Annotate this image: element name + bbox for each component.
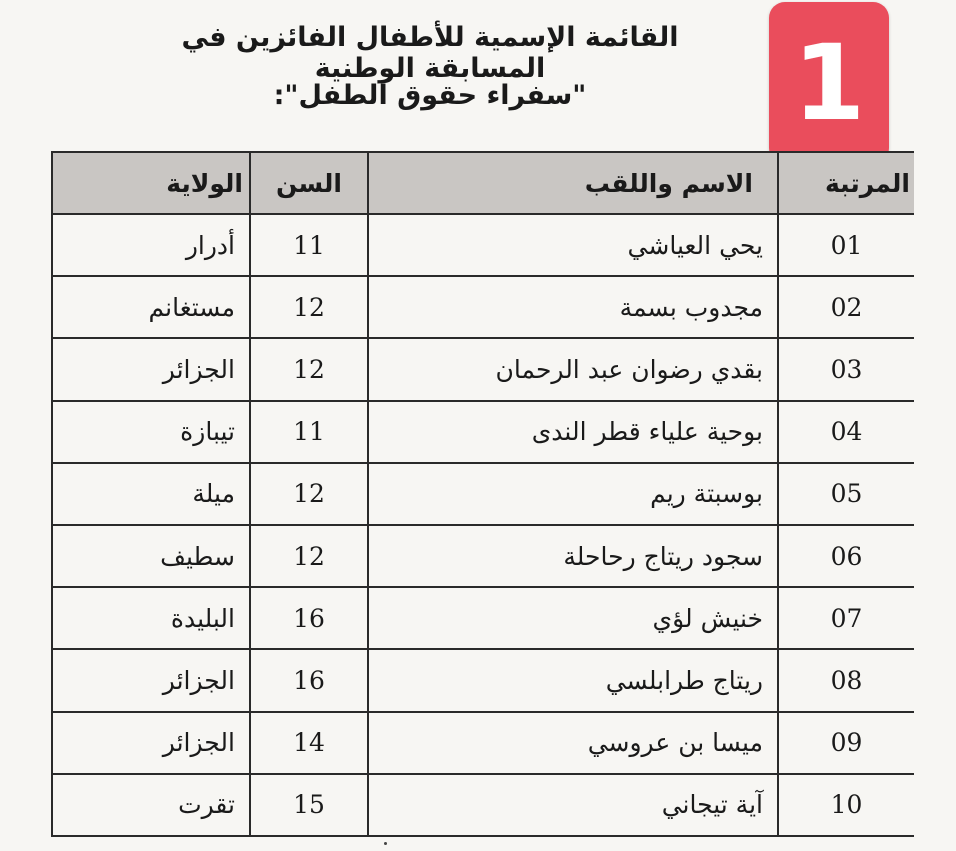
table-header-row: [52, 152, 914, 214]
state-cell: سطيف: [52, 525, 250, 587]
table-row: [52, 463, 914, 525]
rank-cell: 10: [778, 774, 914, 836]
age-cell: 12: [250, 525, 368, 587]
age-cell: 15: [250, 774, 368, 836]
age-cell: 12: [250, 276, 368, 338]
age-cell: 14: [250, 712, 368, 774]
name-cell: سجود ريتاج رحاحلة: [368, 525, 778, 587]
name-cell: ميسا بن عروسي: [368, 712, 778, 774]
name-cell: مجدوب بسمة: [368, 276, 778, 338]
winners-table: [51, 151, 914, 837]
document-title: القائمة الإسمية للأطفال الفائزين في المسابقة الوطنية: [181, 22, 679, 84]
name-cell: آية تيجاني: [368, 774, 778, 836]
name-cell: ريتاج طرابلسي: [368, 649, 778, 711]
table-row: [52, 276, 914, 338]
rank-cell: 03: [778, 338, 914, 400]
state-cell: مستغانم: [52, 276, 250, 338]
table-row: [52, 338, 914, 400]
state-cell: الجزائر: [52, 649, 250, 711]
stray-dot: [384, 842, 387, 845]
rank-cell: 06: [778, 525, 914, 587]
name-cell: بقدي رضوان عبد الرحمان: [368, 338, 778, 400]
name-cell: بوحية علياء قطر الندى: [368, 401, 778, 463]
number-badge: [769, 2, 889, 164]
table-row: [52, 774, 914, 836]
age-cell: 12: [250, 338, 368, 400]
competition-name: "سفراء حقوق الطفل":: [273, 80, 587, 111]
state-cell: الجزائر: [52, 712, 250, 774]
rank-cell: 08: [778, 649, 914, 711]
table-row: [52, 214, 914, 276]
table-row: [52, 587, 914, 649]
state-cell: أدرار: [52, 214, 250, 276]
header-name: الاسم واللقب: [368, 152, 778, 214]
age-cell: 11: [250, 401, 368, 463]
state-cell: تقرت: [52, 774, 250, 836]
age-cell: 11: [250, 214, 368, 276]
state-cell: البليدة: [52, 587, 250, 649]
state-cell: الجزائر: [52, 338, 250, 400]
rank-cell: 07: [778, 587, 914, 649]
header-rank: المرتبة: [778, 152, 914, 214]
header-age: السن: [250, 152, 368, 214]
name-cell: بوسبتة ريم: [368, 463, 778, 525]
table-row: [52, 649, 914, 711]
header-state: الولاية: [52, 152, 250, 214]
table-row: [52, 401, 914, 463]
rank-cell: 02: [778, 276, 914, 338]
rank-cell: 04: [778, 401, 914, 463]
state-cell: ميلة: [52, 463, 250, 525]
badge-number: 1: [792, 22, 866, 144]
name-cell: يحي العياشي: [368, 214, 778, 276]
rank-cell: 09: [778, 712, 914, 774]
name-cell: خنيش لؤي: [368, 587, 778, 649]
state-cell: تيبازة: [52, 401, 250, 463]
table-row: [52, 525, 914, 587]
age-cell: 12: [250, 463, 368, 525]
rank-cell: 05: [778, 463, 914, 525]
rank-cell: 01: [778, 214, 914, 276]
age-cell: 16: [250, 587, 368, 649]
table-row: [52, 712, 914, 774]
age-cell: 16: [250, 649, 368, 711]
